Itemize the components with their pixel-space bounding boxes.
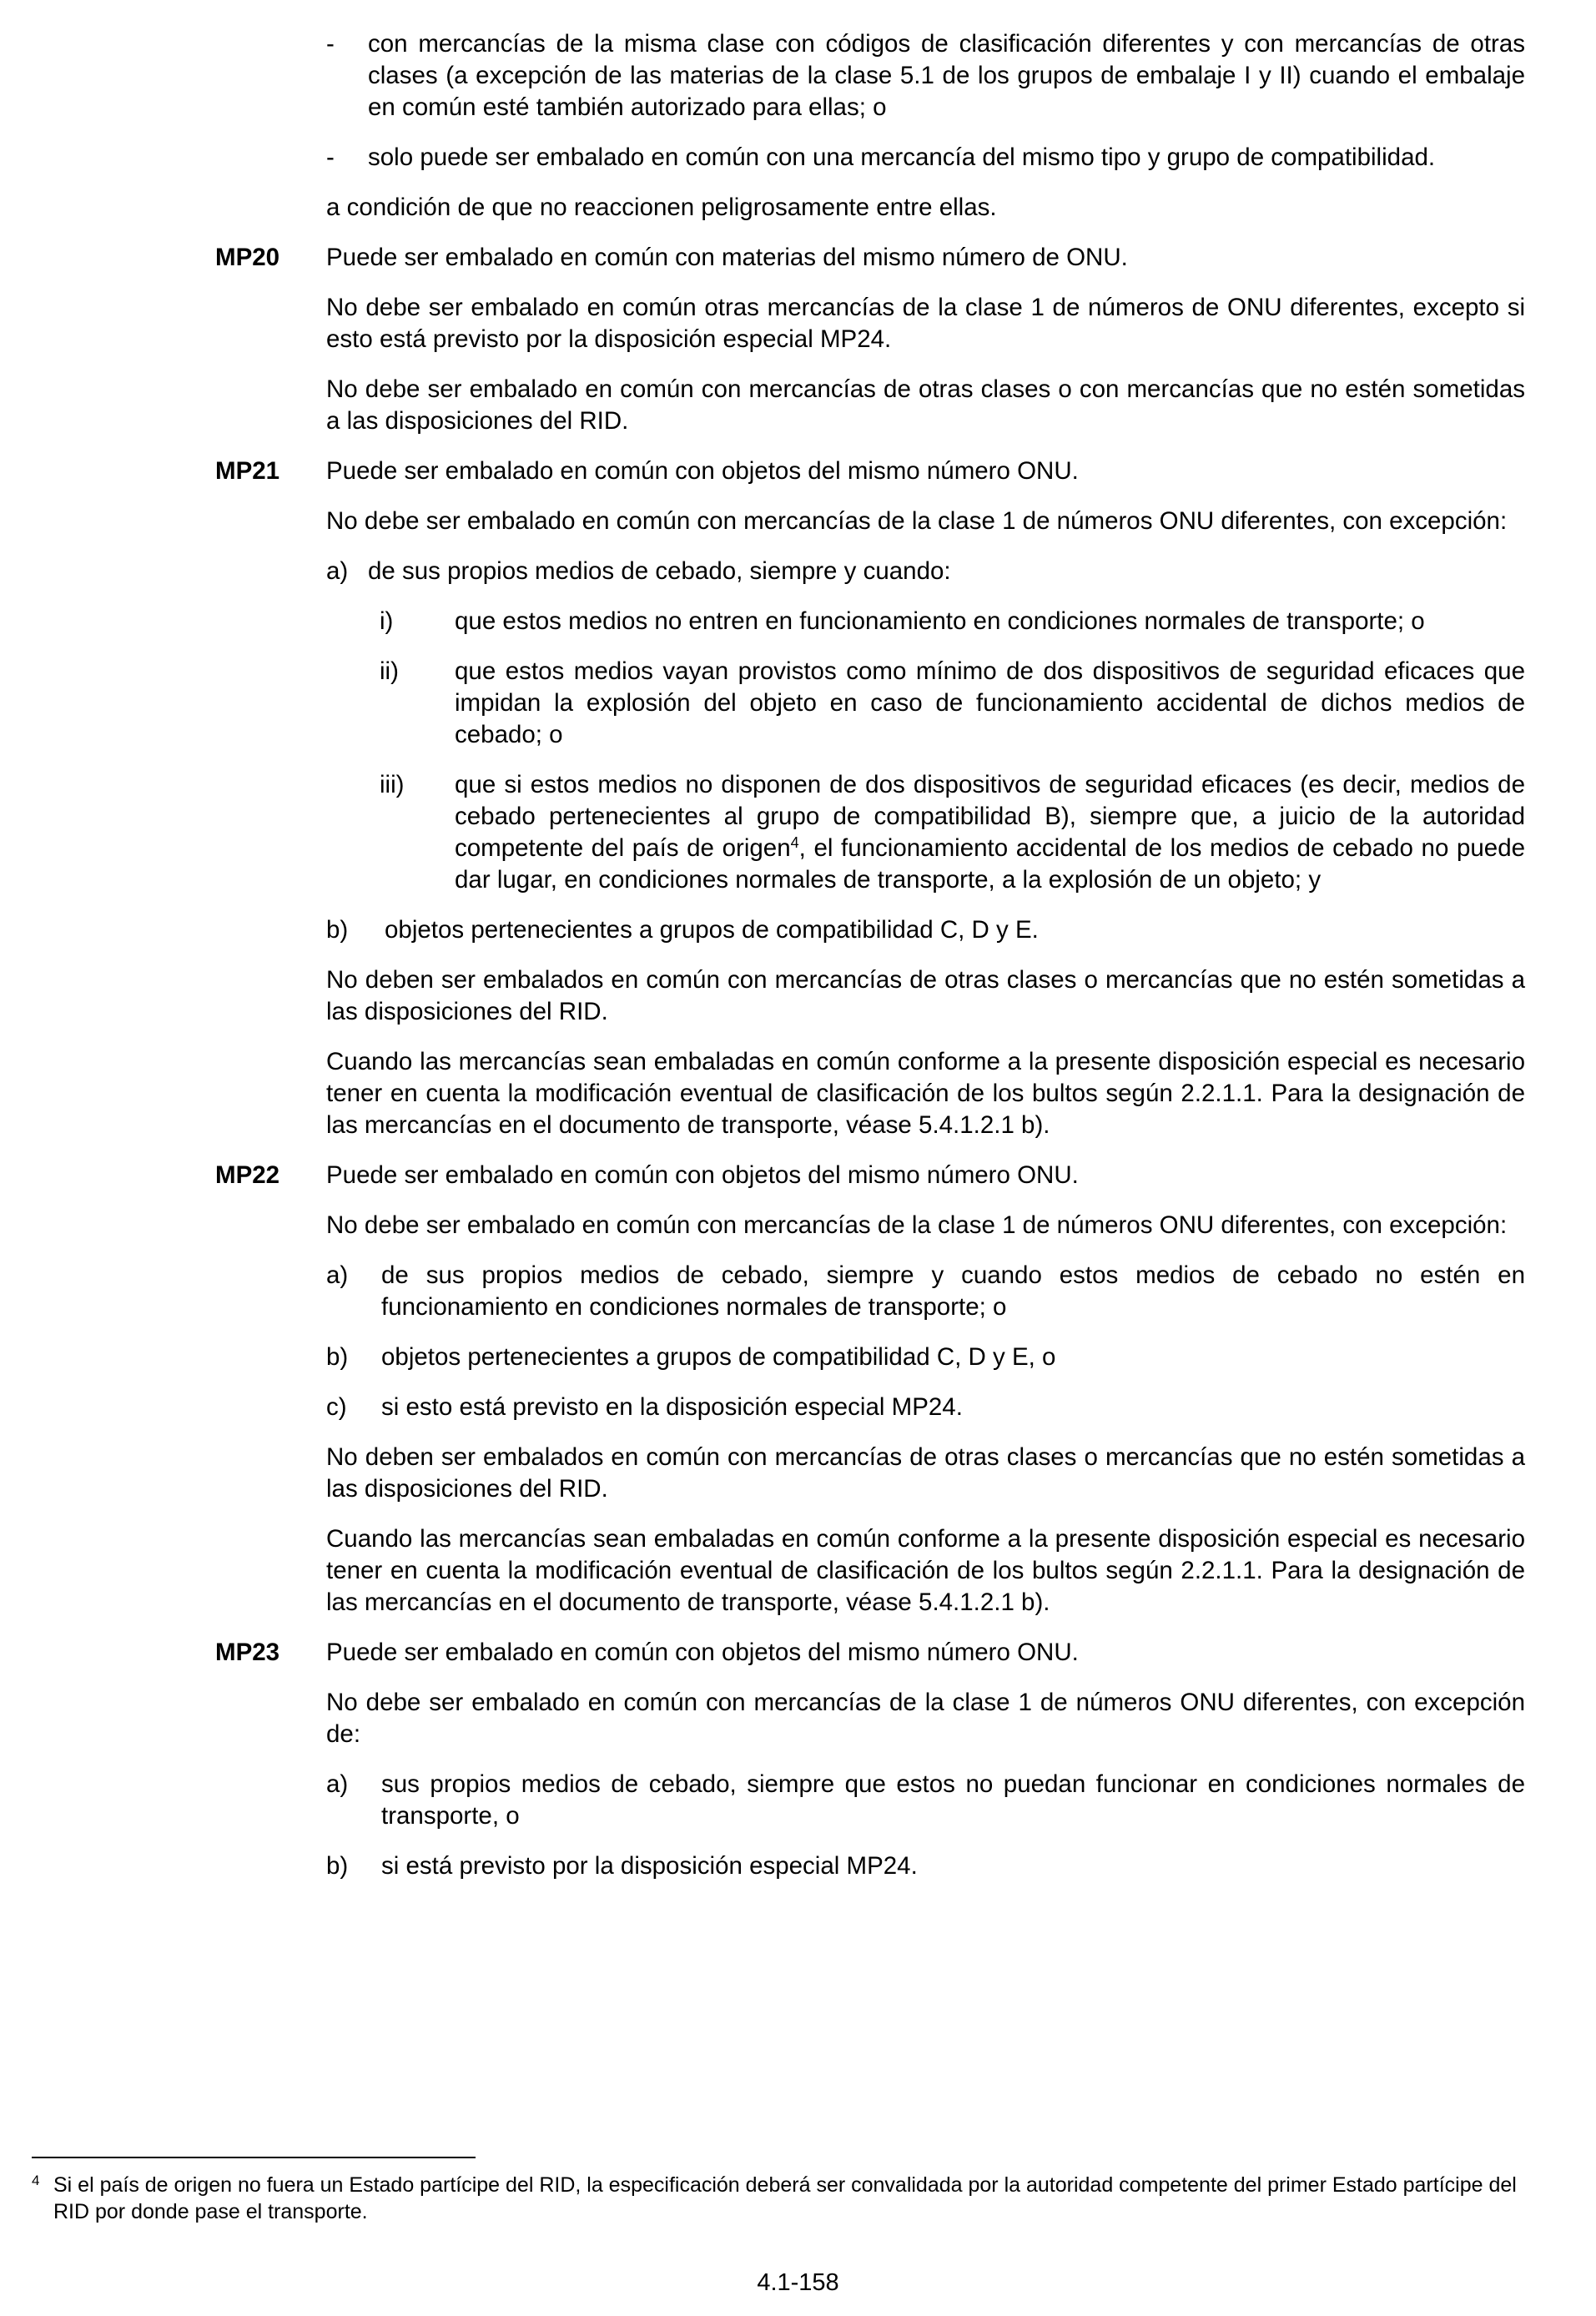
provision-mp21 xyxy=(215,456,1525,487)
list-item xyxy=(380,606,1525,637)
provision-code: MP22 xyxy=(215,1161,280,1189)
list-item xyxy=(380,769,1525,896)
paragraph: No debe ser embalado en común con mercancías de otras clases o con mercancías que no estén sometidas a las disposiciones del RID. xyxy=(326,375,1525,435)
item-text: objetos pertenecientes a grupos de compatibilidad C, D y E. xyxy=(385,916,1039,944)
item-text: objetos pertenecientes a grupos de compatibilidad C, D y E, o xyxy=(381,1343,1056,1371)
footnote-reference: 4 xyxy=(790,834,799,851)
list-item xyxy=(326,1260,1525,1323)
paragraph: Puede ser embalado en común con materias del mismo número de ONU. xyxy=(326,244,1128,271)
dash-marker: - xyxy=(326,30,335,58)
item-text: si está previsto por la disposición especial MP24. xyxy=(381,1852,918,1880)
item-label: iii) xyxy=(380,771,405,798)
intro-block xyxy=(326,28,1525,224)
item-label: ii) xyxy=(380,657,399,685)
intro-condition: a condición de que no reaccionen peligrosamente entre ellas. xyxy=(326,194,997,221)
item-label: a) xyxy=(326,1261,349,1289)
paragraph: Puede ser embalado en común con objetos del mismo número ONU. xyxy=(326,1161,1079,1189)
provision-code: MP21 xyxy=(215,457,280,485)
footnote xyxy=(32,2172,1525,2225)
list-item xyxy=(380,656,1525,751)
page-number: 4.1-158 xyxy=(757,2269,839,2296)
provision-mp20 xyxy=(215,242,1525,274)
item-text: que estos medios vayan provistos como mínimo de dos dispositivos de seguridad eficaces que impidan la explosión del objeto en caso de funcionamiento accidental de dichos medios de cebado; o xyxy=(455,657,1525,748)
item-text: si esto está previsto en la disposición especial MP24. xyxy=(381,1393,963,1421)
paragraph: Cuando las mercancías sean embaladas en común conforme a la presente disposición especial es necesario tener en cuenta la modificación eventual de clasificación de los bultos según 2.2.1.1. Para la designación de las mercancías en el documento de transporte, véase 5.4.1.2.1 b). xyxy=(326,1525,1525,1616)
item-text: de sus propios medios de cebado, siempre y cuando estos medios de cebado no estén en funcionamiento en condiciones normales de transporte; o xyxy=(381,1261,1525,1321)
paragraph: No debe ser embalado en común con mercancías de la clase 1 de números ONU diferentes, con excepción de: xyxy=(326,1689,1525,1748)
item-text: que si estos medios no disponen de dos dispositivos de seguridad eficaces (es decir, medios de cebado pertenecientes al grupo de compatibilidad B), siempre que, a juicio de la autoridad competente del país de origen$^4$, el funcionamiento accidental de los medios de cebado no puede dar lugar, en condiciones normales de transporte, a la explosión de un objeto; y xyxy=(455,771,1526,894)
paragraph: No deben ser embalados en común con mercancías de otras clases o mercancías que no estén sometidas a las disposiciones del RID. xyxy=(326,966,1525,1025)
list-item xyxy=(326,28,1525,123)
item-text: que estos medios no entren en funcionamiento en condiciones normales de transporte; o xyxy=(455,607,1425,635)
provision-code: MP20 xyxy=(215,244,280,271)
provision-mp22 xyxy=(215,1160,1525,1191)
item-label: a) xyxy=(326,1770,349,1798)
list-item xyxy=(326,1342,1525,1373)
item-label: b) xyxy=(326,916,349,944)
intro-bullet-1: con mercancías de la misma clase con códigos de clasificación diferentes y con mercancías de otras clases (a excepción de las materias de la clase 5.1 de los grupos de embalaje I y II) cuando el embalaje en común esté también autorizado para ellas; o xyxy=(368,30,1525,121)
paragraph: No debe ser embalado en común con mercancías de la clase 1 de números ONU diferentes, con excepción: xyxy=(326,1211,1508,1239)
paragraph: Puede ser embalado en común con objetos del mismo número ONU. xyxy=(326,1639,1079,1666)
paragraph: No deben ser embalados en común con mercancías de otras clases o mercancías que no estén sometidas a las disposiciones del RID. xyxy=(326,1443,1525,1503)
list-item xyxy=(326,1392,1525,1423)
footnote-text: Si el país de origen no fuera un Estado partícipe del RID, la especificación deberá ser convalidada por la autoridad competente del primer Estado partícipe del RID por donde pase el transporte. xyxy=(53,2173,1517,2223)
paragraph: Cuando las mercancías sean embaladas en común conforme a la presente disposición especial es necesario tener en cuenta la modificación eventual de clasificación de los bultos según 2.2.1.1. Para la designación de las mercancías en el documento de transporte, véase 5.4.1.2.1 b). xyxy=(326,1048,1525,1139)
paragraph: No debe ser embalado en común otras mercancías de la clase 1 de números de ONU diferentes, excepto si esto está previsto por la disposición especial MP24. xyxy=(326,294,1525,353)
item-label: b) xyxy=(326,1343,349,1371)
item-text: sus propios medios de cebado, siempre que estos no puedan funcionar en condiciones normales de transporte, o xyxy=(381,1770,1525,1830)
item-label: i) xyxy=(380,607,394,635)
list-item xyxy=(326,1769,1525,1832)
paragraph: No debe ser embalado en común con mercancías de la clase 1 de números ONU diferentes, con excepción: xyxy=(326,507,1508,535)
list-item xyxy=(326,556,1525,587)
intro-bullet-2: solo puede ser embalado en común con una mercancía del mismo tipo y grupo de compatibilidad. xyxy=(368,143,1436,171)
footnote-divider xyxy=(32,2157,476,2158)
list-item xyxy=(326,914,1525,946)
item-label: b) xyxy=(326,1852,349,1880)
footnote-mark: 4 xyxy=(32,2173,40,2188)
page-content xyxy=(215,28,1525,1901)
item-text: de sus propios medios de cebado, siempre y cuando: xyxy=(368,557,951,585)
list-item xyxy=(326,142,1525,174)
list-item xyxy=(326,1850,1525,1882)
dash-marker: - xyxy=(326,143,335,171)
item-label: c) xyxy=(326,1393,347,1421)
item-label: a) xyxy=(326,557,349,585)
paragraph: Puede ser embalado en común con objetos del mismo número ONU. xyxy=(326,457,1079,485)
provision-code: MP23 xyxy=(215,1639,280,1666)
provision-mp23 xyxy=(215,1637,1525,1669)
